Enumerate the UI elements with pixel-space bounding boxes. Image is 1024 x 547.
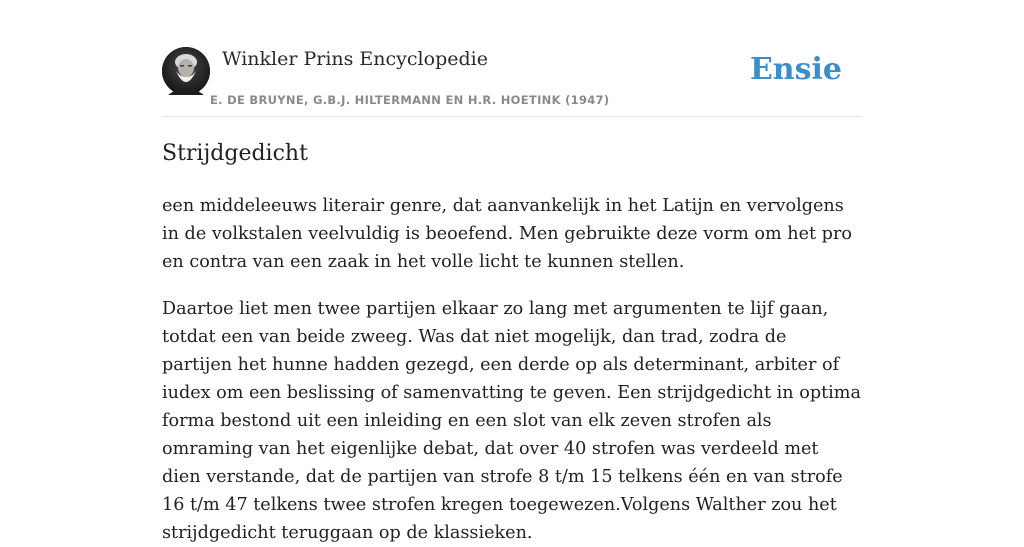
article-title: Strijdgedicht bbox=[162, 141, 308, 166]
site-title[interactable]: Winkler Prins Encyclopedie bbox=[222, 48, 488, 70]
authors-line: E. DE BRUYNE, G.B.J. HILTERMANN EN H.R. HOETINK (1947) bbox=[210, 93, 610, 107]
page bbox=[162, 0, 862, 543]
article-paragraph: een middeleeuws literair genre, dat aanvankelijk in het Latijn en vervolgens in de volkstalen veelvuldig is beoefend. Men gebruikte deze vorm om het pro en contra van een zaak in het volle licht te kunnen stellen. bbox=[162, 196, 852, 272]
article-paragraph: Daartoe liet men twee partijen elkaar zo lang met argumenten te lijf gaan, totdat een van beide zweeg. Was dat niet mogelijk, dan trad, zodra de partijen het hunne hadden gezegd, een derde op als determinant, arbiter of iudex om een beslissing of samenvatting te geven. Een strijdgedicht in optima forma bestond uit een inleiding en een slot van elk zeven strofen als omraming van het eigenlijke debat, dat over 40 strofen was verdeeld met dien verstande, dat de partijen van strofe 8 t/m 15 telkens één en van strofe 16 t/m 47 telkens twee strofen kregen toegewezen.Volgens Walther zou het strijdgedicht teruggaan op de klassieken. bbox=[162, 299, 861, 543]
brand-logo[interactable]: Ensie bbox=[749, 52, 842, 87]
bearded-man-portrait-icon[interactable] bbox=[162, 47, 210, 95]
site-header bbox=[162, 46, 862, 117]
